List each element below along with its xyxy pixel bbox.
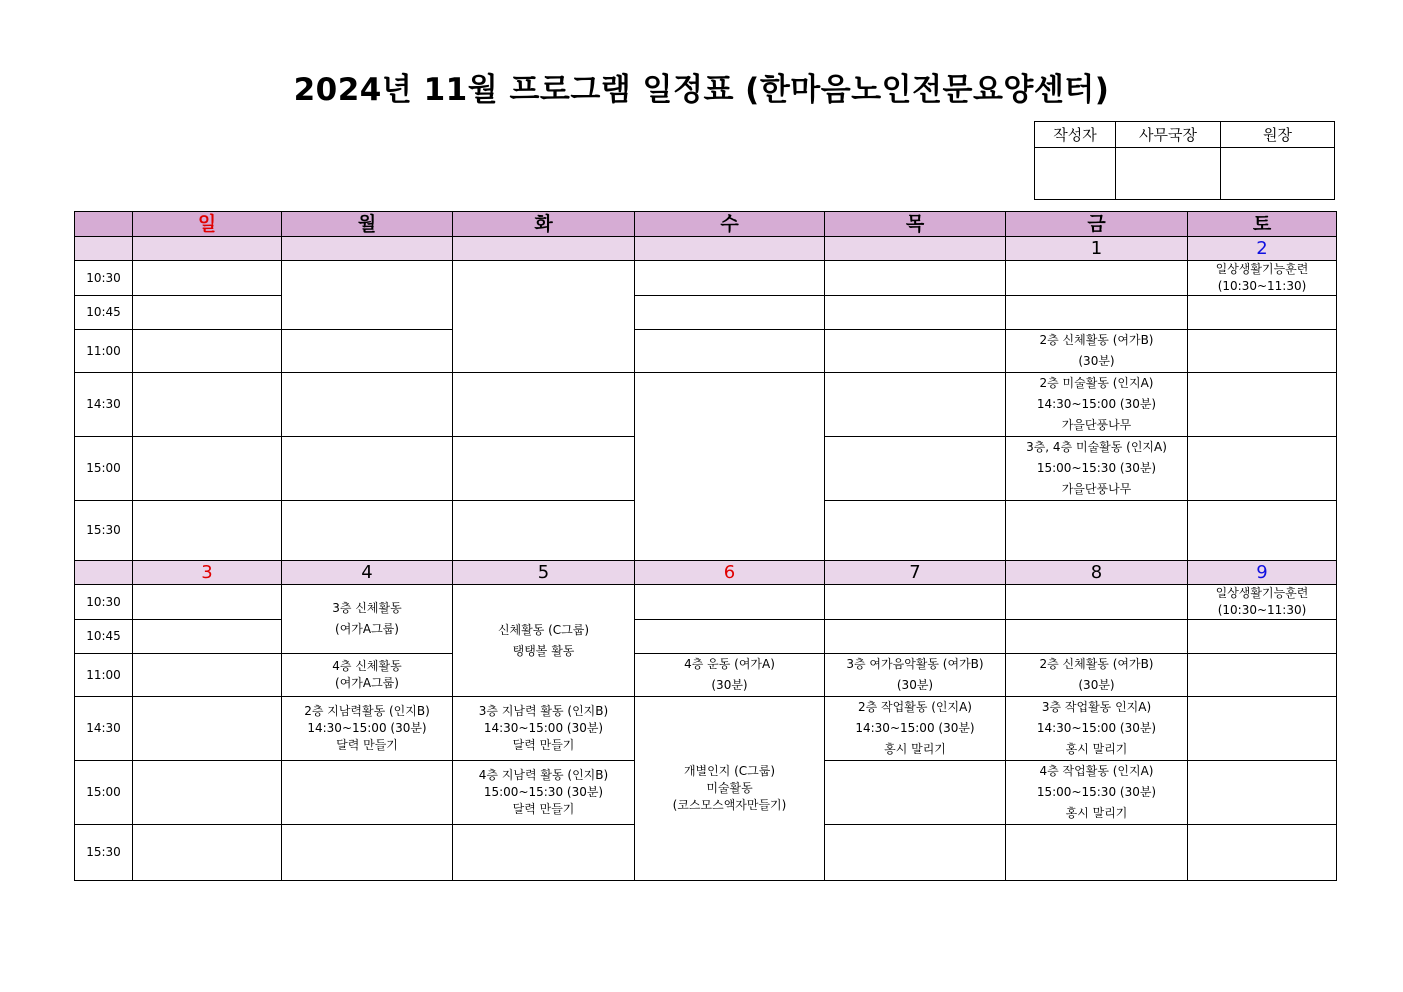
- time-label: 15:30: [75, 501, 133, 561]
- program-text: 14:30~15:00 (30분): [1036, 721, 1157, 735]
- schedule-cell[interactable]: [825, 585, 1006, 620]
- program-text: 달력 만들기: [336, 738, 398, 752]
- day-header-sat: 토: [1188, 212, 1337, 237]
- schedule-cell[interactable]: [133, 654, 282, 697]
- program-text: 14:30~15:00 (30분): [855, 721, 975, 735]
- schedule-cell[interactable]: [1188, 330, 1337, 373]
- schedule-cell[interactable]: [282, 437, 453, 501]
- schedule-cell[interactable]: [825, 697, 1006, 761]
- time-label: 11:00: [75, 654, 133, 697]
- schedule-cell[interactable]: [453, 501, 635, 561]
- program-text: 2층 신체활동 (여가B): [1039, 333, 1154, 347]
- program-text: 15:00~15:30 (30분): [1036, 461, 1157, 475]
- schedule-table: [74, 211, 1337, 881]
- week1-date-row: [75, 237, 1337, 261]
- schedule-cell[interactable]: [1188, 620, 1337, 654]
- schedule-cell[interactable]: [635, 585, 825, 620]
- program-text: 미술활동: [706, 781, 753, 795]
- program-text: 3층 여가음악활동 (여가B): [846, 657, 984, 671]
- schedule-cell[interactable]: [1188, 761, 1337, 825]
- approval-sign-writer[interactable]: [1035, 148, 1116, 200]
- schedule-cell[interactable]: [133, 761, 282, 825]
- program-text: 14:30~15:00 (30분): [483, 721, 604, 735]
- program-text: (30분): [1078, 678, 1115, 692]
- schedule-cell[interactable]: [1006, 330, 1188, 373]
- program-text: 2층 작업활동 (인지A): [858, 700, 972, 714]
- schedule-cell[interactable]: [1188, 697, 1337, 761]
- schedule-cell[interactable]: [1006, 654, 1188, 697]
- schedule-cell[interactable]: [635, 373, 825, 561]
- time-row: [75, 373, 1337, 437]
- schedule-cell[interactable]: [133, 330, 282, 373]
- time-label: 15:30: [75, 825, 133, 881]
- schedule-cell[interactable]: [1006, 697, 1188, 761]
- schedule-cell[interactable]: [453, 373, 635, 437]
- schedule-cell[interactable]: [1006, 261, 1188, 296]
- schedule-cell[interactable]: [133, 697, 282, 761]
- program-text: 3층 작업활동 인지A): [1041, 700, 1152, 714]
- program-text: 14:30~15:00 (30분): [307, 721, 427, 735]
- day-header-tue: 화: [453, 212, 635, 237]
- time-row: [75, 261, 1337, 296]
- schedule-cell[interactable]: [282, 261, 453, 330]
- program-text: 신체활동 (C그룹): [497, 622, 590, 637]
- schedule-cell[interactable]: [1188, 261, 1337, 296]
- corner-cell: [75, 212, 133, 237]
- schedule-cell[interactable]: [133, 501, 282, 561]
- day-header-wed: 수: [635, 212, 825, 237]
- week2-date-row: [75, 561, 1337, 585]
- program-text: 2층 신체활동 (여가B): [1039, 657, 1154, 671]
- time-label: 11:00: [75, 330, 133, 373]
- schedule-cell[interactable]: [635, 620, 825, 654]
- schedule-cell[interactable]: [133, 296, 282, 330]
- schedule-cell[interactable]: [453, 437, 635, 501]
- schedule-cell[interactable]: [133, 437, 282, 501]
- schedule-cell[interactable]: [1006, 825, 1188, 881]
- program-text: 2층 미술활동 (인지A): [1039, 376, 1154, 390]
- program-text: (코스모스액자만들기): [672, 798, 787, 812]
- program-text: 14:30~15:00 (30분): [1036, 397, 1157, 411]
- schedule-cell[interactable]: [635, 330, 825, 373]
- time-label: 10:30: [75, 261, 133, 296]
- schedule-cell[interactable]: [453, 585, 635, 697]
- schedule-cell[interactable]: [825, 330, 1006, 373]
- schedule-cell[interactable]: [825, 654, 1006, 697]
- program-text: 15:00~15:30 (30분): [1036, 785, 1157, 799]
- time-label: 15:00: [75, 437, 133, 501]
- schedule-cell[interactable]: [635, 296, 825, 330]
- schedule-cell[interactable]: [825, 296, 1006, 330]
- schedule-cell[interactable]: [635, 697, 825, 881]
- schedule-cell[interactable]: [635, 261, 825, 296]
- schedule-cell[interactable]: [282, 654, 453, 697]
- schedule-cell[interactable]: [635, 654, 825, 697]
- day-header-row: [75, 212, 1337, 237]
- schedule-cell[interactable]: [133, 825, 282, 881]
- approval-box: [1034, 121, 1335, 200]
- schedule-cell[interactable]: [1188, 437, 1337, 501]
- schedule-cell[interactable]: [825, 501, 1006, 561]
- schedule-cell[interactable]: [825, 437, 1006, 501]
- schedule-cell[interactable]: [1006, 373, 1188, 437]
- schedule-cell[interactable]: [282, 585, 453, 654]
- date-cell: 8: [1006, 561, 1188, 585]
- schedule-cell[interactable]: [133, 585, 282, 620]
- date-cell: 4: [282, 561, 453, 585]
- schedule-cell[interactable]: [453, 761, 635, 825]
- program-text: 4층 작업활동 (인지A): [1039, 764, 1154, 778]
- program-text: 가을단풍나무: [1061, 482, 1132, 496]
- program-text: 달력 만들기: [512, 802, 575, 816]
- time-label: 10:45: [75, 620, 133, 654]
- date-cell: 6: [635, 561, 825, 585]
- schedule-cell[interactable]: [282, 330, 453, 373]
- schedule-cell[interactable]: [282, 761, 453, 825]
- program-text: 3층 신체활동: [332, 601, 402, 615]
- schedule-cell[interactable]: [133, 620, 282, 654]
- schedule-cell[interactable]: [282, 697, 453, 761]
- schedule-cell[interactable]: [1006, 501, 1188, 561]
- time-label: 15:00: [75, 761, 133, 825]
- program-text: 4층 운동 (여가A): [684, 657, 775, 671]
- program-text: 일상생활기능훈련: [1215, 586, 1309, 600]
- program-text: 가을단풍나무: [1061, 418, 1132, 432]
- page-title: 2024년 11월 프로그램 일정표 (한마음노인전문요양센터): [293, 72, 1110, 108]
- schedule-cell[interactable]: [1188, 296, 1337, 330]
- time-row: [75, 585, 1337, 620]
- schedule-cell[interactable]: [1188, 373, 1337, 437]
- schedule-cell[interactable]: [825, 620, 1006, 654]
- program-text: 일상생활기능훈련: [1215, 262, 1309, 276]
- date-cell: [635, 237, 825, 261]
- schedule-cell[interactable]: [1006, 620, 1188, 654]
- schedule-cell[interactable]: [453, 697, 635, 761]
- date-cell: 7: [825, 561, 1006, 585]
- date-cell: 3: [133, 561, 282, 585]
- program-text: (10:30~11:30): [1217, 279, 1307, 293]
- program-text: 홍시 말리기: [1065, 806, 1128, 820]
- program-text: 3층 지남력 활동 (인지B): [478, 704, 609, 718]
- program-text: 2층 지남력활동 (인지B): [304, 704, 430, 718]
- schedule-cell[interactable]: [133, 373, 282, 437]
- program-text: (여가A그룹): [335, 676, 399, 690]
- schedule-cell[interactable]: [1006, 437, 1188, 501]
- approval-sign-director[interactable]: [1221, 148, 1335, 200]
- program-text: 개별인지 (C그룹): [683, 764, 776, 778]
- program-text: 15:00~15:30 (30분): [483, 785, 604, 799]
- time-row: [75, 330, 1337, 373]
- time-label: 10:30: [75, 585, 133, 620]
- program-text: (30분): [711, 678, 748, 692]
- schedule-cell[interactable]: [1006, 585, 1188, 620]
- schedule-cell[interactable]: [1188, 585, 1337, 620]
- schedule-cell[interactable]: [282, 825, 453, 881]
- schedule-cell[interactable]: [282, 373, 453, 437]
- schedule-cell[interactable]: [453, 261, 635, 373]
- program-text: 홍시 말리기: [884, 742, 946, 756]
- schedule-cell[interactable]: [1188, 654, 1337, 697]
- time-label: 14:30: [75, 373, 133, 437]
- program-text: (30분): [1078, 354, 1115, 368]
- program-text: 홍시 말리기: [1065, 742, 1128, 756]
- program-text: 달력 만들기: [512, 738, 575, 752]
- program-text: (10:30~11:30): [1217, 603, 1307, 617]
- program-text: (30분): [896, 678, 934, 692]
- program-text: 탱탱볼 활동: [512, 643, 575, 658]
- day-header-thu: 목: [825, 212, 1006, 237]
- date-cell: [133, 237, 282, 261]
- time-label: 14:30: [75, 697, 133, 761]
- program-text: 4층 신체활동: [332, 659, 402, 673]
- approval-sign-secretary[interactable]: [1116, 148, 1221, 200]
- schedule-cell[interactable]: [825, 373, 1006, 437]
- schedule-cell[interactable]: [133, 261, 282, 296]
- approval-header-secretary: 사무국장: [1116, 122, 1221, 148]
- date-cell: 5: [453, 561, 635, 585]
- schedule-cell[interactable]: [282, 501, 453, 561]
- program-text: 3층, 4층 미술활동 (인지A): [1026, 440, 1167, 454]
- time-row: [75, 654, 1337, 697]
- date-cell: 2: [1188, 237, 1337, 261]
- date-cell: 9: [1188, 561, 1337, 585]
- schedule-cell[interactable]: [825, 825, 1006, 881]
- date-cell: [453, 237, 635, 261]
- schedule-cell[interactable]: [825, 761, 1006, 825]
- schedule-cell[interactable]: [453, 825, 635, 881]
- schedule-cell[interactable]: [1006, 761, 1188, 825]
- date-cell: [282, 237, 453, 261]
- program-text: 4층 지남력 활동 (인지B): [478, 768, 609, 782]
- approval-header-director: 원장: [1221, 122, 1335, 148]
- day-header-mon: 월: [282, 212, 453, 237]
- date-cell: 1: [1006, 237, 1188, 261]
- day-header-fri: 금: [1006, 212, 1188, 237]
- time-row: [75, 697, 1337, 761]
- date-cell: [75, 237, 133, 261]
- schedule-cell[interactable]: [825, 261, 1006, 296]
- schedule-cell[interactable]: [1188, 825, 1337, 881]
- date-cell: [825, 237, 1006, 261]
- schedule-cell[interactable]: [1188, 501, 1337, 561]
- schedule-cell[interactable]: [1006, 296, 1188, 330]
- program-text: (여가A그룹): [335, 622, 399, 636]
- approval-header-writer: 작성자: [1035, 122, 1116, 148]
- time-row: [75, 620, 1337, 654]
- day-header-sun: 일: [133, 212, 282, 237]
- time-row: [75, 296, 1337, 330]
- time-label: 10:45: [75, 296, 133, 330]
- date-cell: [75, 561, 133, 585]
